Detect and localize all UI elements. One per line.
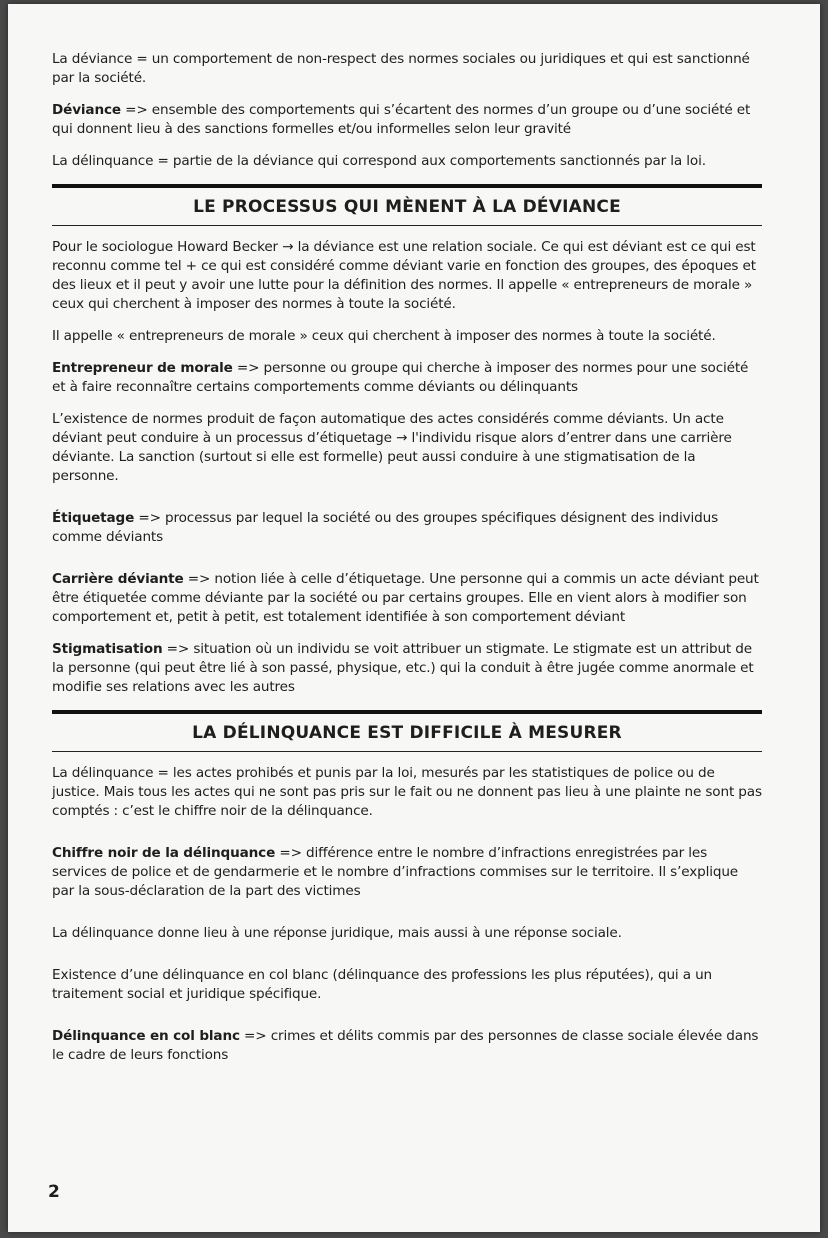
intro-definition-deviance	[52, 101, 762, 139]
section1-paragraph-1: Pour le sociologue Howard Becker → la déviance est une relation sociale. Ce qui est déviant est ce qui est reconnu comme tel + ce qui est considéré comme déviant varie en fonction des groupes, des époques et des lieux et il peut y avoir une lutte pour la définition des normes. Il appelle « entrepreneurs de morale » ceux qui cherchent à imposer des normes à toute la société.	[52, 239, 756, 312]
definition-deviance-text: => ensemble des comportements qui s’écartent des normes d’un groupe ou d’une société et qui donnent lieu à des sanctions formelles et/ou informelles selon leur gravité	[52, 102, 751, 137]
section-title-processus: LE PROCESSUS QUI MÈNENT À LA DÉVIANCE	[193, 197, 621, 217]
term-stigmatisation: Stigmatisation	[52, 641, 163, 657]
term-entrepreneur-de-morale: Entrepreneur de morale	[52, 360, 233, 376]
section1-paragraph-2: Il appelle « entrepreneurs de morale » ceux qui cherchent à imposer des normes à toute la société.	[52, 328, 716, 344]
section-title-delinquance: LA DÉLINQUANCE EST DIFFICILE À MESURER	[192, 723, 622, 743]
term-delinquance-col-blanc: Délinquance en col blanc	[52, 1028, 240, 1044]
spacer	[52, 834, 762, 844]
section-divider-thin	[52, 751, 762, 752]
definition-entrepreneur-de-morale	[52, 359, 762, 397]
spacer	[52, 499, 762, 509]
definition-text: => différence entre le nombre d’infractions enregistrées par les services de police et de gendarmerie et le nombre d’infractions commises sur le territoire. Il s’explique par la sous-déclaration de la part des victimes	[52, 845, 739, 899]
document-page	[8, 4, 820, 1232]
spacer	[52, 1017, 762, 1027]
spacer	[52, 956, 762, 966]
page-number: 2	[48, 1182, 60, 1202]
section2-paragraph-2: La délinquance donne lieu à une réponse juridique, mais aussi à une réponse sociale.	[52, 925, 622, 941]
definition-chiffre-noir	[52, 844, 762, 901]
term-etiquetage: Étiquetage	[52, 510, 135, 526]
definition-stigmatisation	[52, 640, 762, 697]
section-divider-thin	[52, 225, 762, 226]
definition-delinquance-col-blanc	[52, 1027, 762, 1065]
section2-paragraph-3: Existence d’une délinquance en col blanc (délinquance des professions les plus réputées), qui a un traitement social et juridique spécifique.	[52, 967, 713, 1002]
definition-text: => crimes et délits commis par des personnes de classe sociale élevée dans le cadre de leurs fonctions	[52, 1028, 759, 1063]
definition-text: => personne ou groupe qui cherche à imposer des normes pour une société et à faire reconnaître certains comportements comme déviants ou délinquants	[52, 360, 749, 395]
section2-paragraph-1: La délinquance = les actes prohibés et punis par la loi, mesurés par les statistiques de police ou de justice. Mais tous les actes qui ne sont pas pris sur le fait ou ne donnent pas lieu à une plainte ne sont pas comptés : c’est le chiffre noir de la délinquance.	[52, 765, 762, 819]
intro-paragraph-3: La délinquance = partie de la déviance qui correspond aux comportements sanctionnés par la loi.	[52, 153, 706, 169]
spacer	[52, 914, 762, 924]
term-chiffre-noir: Chiffre noir de la délinquance	[52, 845, 276, 861]
definition-text: => notion liée à celle d’étiquetage. Une personne qui a commis un acte déviant peut être étiquetée comme déviante par la société ou par certains groupes. Elle en vient alors à modifier son comportement et, petit à petit, est totalement identifiée à son comportement déviant	[52, 571, 759, 625]
term-carriere-deviante: Carrière déviante	[52, 571, 184, 587]
section1-paragraph-3: L’existence de normes produit de façon automatique des actes considérés comme déviants. Un acte déviant peut conduire à un processus d’étiquetage → l'individu risque alors d’entrer dans une carrière déviante. La sanction (surtout si elle est formelle) peut aussi conduire à une stigmatisation de la personne.	[52, 411, 732, 484]
definition-text: => processus par lequel la société ou des groupes spécifiques désignent des individus comme déviants	[52, 510, 719, 545]
definition-carriere-deviante	[52, 570, 762, 627]
page-content	[52, 50, 762, 1078]
definition-text: => situation où un individu se voit attribuer un stigmate. Le stigmate est un attribut de la personne (qui peut être lié à son passé, physique, etc.) qui la conduit à être jugée comme anormale et modifie ses relations avec les autres	[52, 641, 754, 695]
term-deviance: Déviance	[52, 102, 121, 118]
definition-etiquetage	[52, 509, 762, 547]
intro-paragraph-1: La déviance = un comportement de non-respect des normes sociales ou juridiques et qui est sanctionné par la société.	[52, 51, 750, 86]
spacer	[52, 560, 762, 570]
